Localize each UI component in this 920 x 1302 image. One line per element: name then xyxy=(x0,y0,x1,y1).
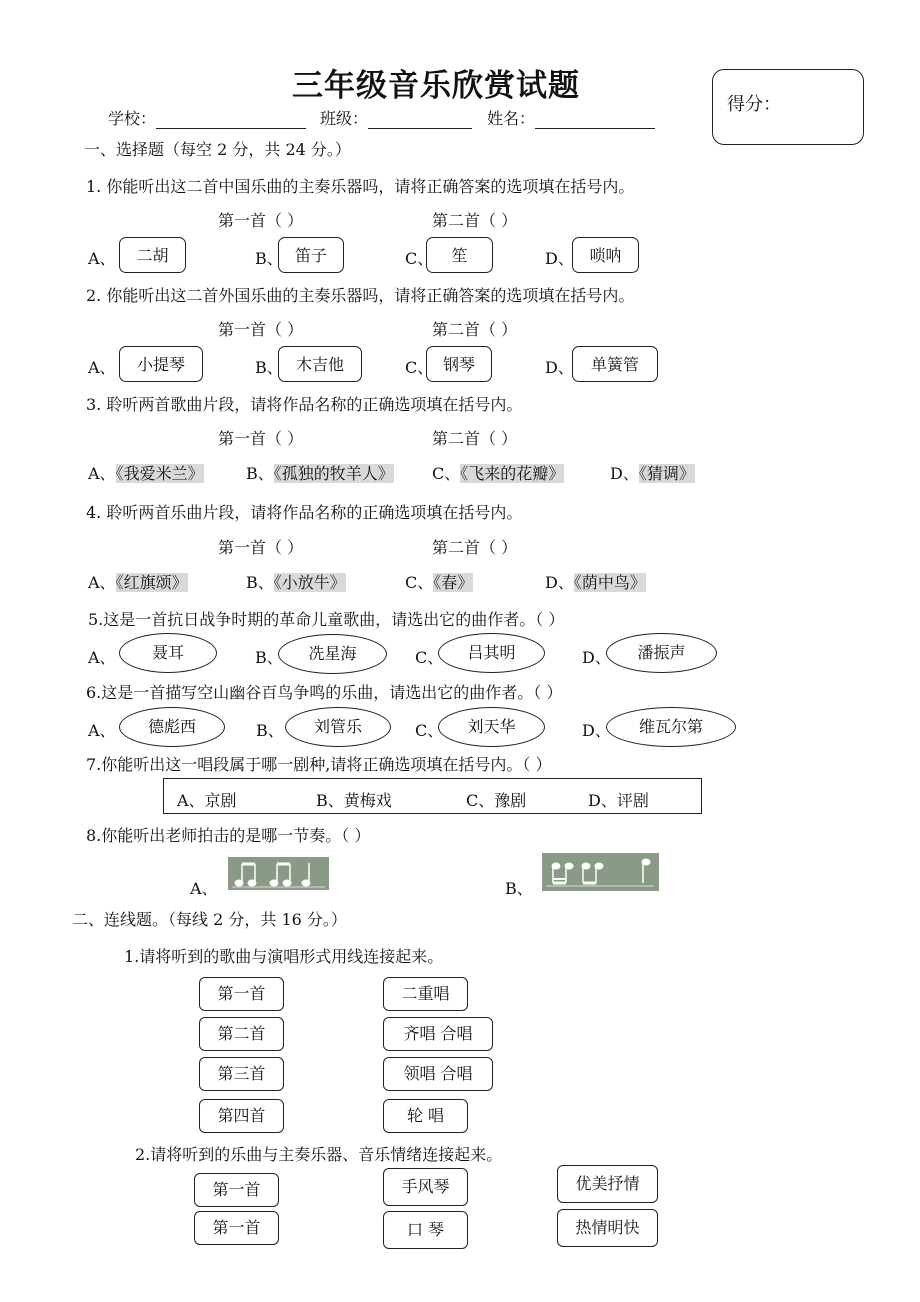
q4-text: 4. 聆听两首乐曲片段，请将作品名称的正确选项填在括号内。 xyxy=(86,503,523,522)
q3-first[interactable]: 第一首（ ） xyxy=(218,429,304,448)
q3-option-d[interactable] xyxy=(610,461,695,484)
q3-option-b-label: 《孤独的牧羊人》 xyxy=(273,464,394,483)
q4-first[interactable]: 第一首（ ） xyxy=(218,538,304,557)
s2-q1-left-2[interactable]: 第二首 xyxy=(199,1017,284,1051)
q5-letter-a: A、 xyxy=(88,648,116,667)
q6-option-b[interactable]: 刘管乐 xyxy=(285,707,391,747)
q5-option-a[interactable]: 聂耳 xyxy=(119,633,217,673)
score-label: 得分： xyxy=(727,94,781,115)
q6-letter-b: B、 xyxy=(256,721,284,740)
q4-option-c[interactable] xyxy=(405,570,473,593)
q5-letter-b: B、 xyxy=(255,648,283,667)
class-label: 班级： xyxy=(320,109,369,128)
q1-second[interactable]: 第二首（ ） xyxy=(432,211,518,230)
class-blank[interactable] xyxy=(368,110,472,129)
s2-q1-left-4[interactable]: 第四首 xyxy=(199,1099,284,1133)
rhythm-a-image[interactable] xyxy=(228,857,329,890)
q5-option-b[interactable]: 冼星海 xyxy=(278,634,387,674)
q2-letter-b: B、 xyxy=(255,358,283,377)
section1-heading: 一、选择题（每空 2 分，共 24 分。） xyxy=(84,140,351,159)
q7-options-box xyxy=(163,778,702,814)
school-label: 学校： xyxy=(108,109,157,128)
q4-option-d-label: 《荫中鸟》 xyxy=(573,573,646,592)
q1-letter-c: C、 xyxy=(405,249,434,268)
q3-letter-b: B、 xyxy=(246,464,274,483)
q3-option-a-label: 《我爱米兰》 xyxy=(115,464,204,483)
q2-second[interactable]: 第二首（ ） xyxy=(432,320,518,339)
rhythm-b-notation xyxy=(542,853,659,891)
class-field[interactable] xyxy=(320,106,472,129)
q5-option-c[interactable]: 吕其明 xyxy=(438,633,545,673)
q6-letter-a: A、 xyxy=(88,721,116,740)
s2-q1-right-4[interactable]: 轮 唱 xyxy=(383,1099,468,1133)
q1-first[interactable]: 第一首（ ） xyxy=(218,211,304,230)
section2-heading: 二、连线题。（每线 2 分，共 16 分。） xyxy=(72,910,347,929)
rhythm-b-image[interactable] xyxy=(542,853,659,891)
s2-q2-text: 2.请将听到的乐曲与主奏乐器、音乐情绪连接起来。 xyxy=(135,1145,503,1164)
q6-text: 6.这是一首描写空山幽谷百鸟争鸣的乐曲，请选出它的曲作者。（ ） xyxy=(86,683,563,702)
q4-option-c-label: 《春》 xyxy=(433,573,474,592)
name-label: 姓名： xyxy=(487,109,536,128)
q4-option-b-label: 《小放牛》 xyxy=(273,573,346,592)
q5-letter-d: D、 xyxy=(582,648,611,667)
s2-q2-middle-2[interactable]: 口 琴 xyxy=(383,1211,468,1249)
q4-letter-a: A、 xyxy=(88,573,116,592)
q7-option-b[interactable]: B、黄梅戏 xyxy=(316,791,392,810)
q4-option-b[interactable] xyxy=(246,570,346,593)
q6-option-a[interactable]: 德彪西 xyxy=(119,707,225,747)
q1-letter-b: B、 xyxy=(255,249,283,268)
q2-first[interactable]: 第一首（ ） xyxy=(218,320,304,339)
s2-q1-right-3[interactable]: 领唱 合唱 xyxy=(383,1057,493,1091)
s2-q2-right-2[interactable]: 热情明快 xyxy=(557,1209,658,1247)
q5-option-d[interactable]: 潘振声 xyxy=(606,633,717,673)
q3-option-c[interactable] xyxy=(432,461,564,484)
q1-option-c[interactable]: 笙 xyxy=(426,237,493,273)
q4-letter-d: D、 xyxy=(545,573,574,592)
q1-option-b[interactable]: 笛子 xyxy=(278,237,344,273)
q2-text: 2. 你能听出这二首外国乐曲的主奏乐器吗，请将正确答案的选项填在括号内。 xyxy=(86,286,635,305)
s2-q1-left-1[interactable]: 第一首 xyxy=(199,977,284,1011)
q4-letter-b: B、 xyxy=(246,573,274,592)
q3-option-b[interactable] xyxy=(246,461,394,484)
q3-letter-d: D、 xyxy=(610,464,639,483)
s2-q1-left-3[interactable]: 第三首 xyxy=(199,1057,284,1091)
s2-q2-right-1[interactable]: 优美抒情 xyxy=(557,1165,658,1203)
rhythm-a-notation xyxy=(228,857,329,890)
q6-option-c[interactable]: 刘天华 xyxy=(438,707,545,747)
q8-letter-b: B、 xyxy=(505,879,533,898)
q1-letter-d: D、 xyxy=(545,249,574,268)
q6-option-d[interactable]: 维瓦尔第 xyxy=(606,707,736,747)
s2-q1-text: 1.请将听到的歌曲与演唱形式用线连接起来。 xyxy=(124,947,444,966)
s2-q2-left-2[interactable]: 第一首 xyxy=(194,1211,279,1245)
s2-q1-right-2[interactable]: 齐唱 合唱 xyxy=(383,1017,493,1051)
q6-letter-c: C、 xyxy=(415,721,444,740)
q7-option-d[interactable]: D、评剧 xyxy=(588,791,649,810)
q4-option-a-label: 《红旗颂》 xyxy=(115,573,188,592)
page-title: 三年级音乐欣赏试题 xyxy=(292,68,580,104)
q3-letter-a: A、 xyxy=(88,464,116,483)
q1-letter-a: A、 xyxy=(88,249,116,268)
q2-letter-a: A、 xyxy=(88,358,116,377)
s2-q2-middle-1[interactable]: 手风琴 xyxy=(383,1168,468,1206)
q4-letter-c: C、 xyxy=(405,573,434,592)
name-field[interactable] xyxy=(487,106,655,129)
q4-option-d[interactable] xyxy=(545,570,646,593)
q3-second[interactable]: 第二首（ ） xyxy=(432,429,518,448)
q2-option-a[interactable]: 小提琴 xyxy=(119,346,203,382)
q8-letter-a: A、 xyxy=(190,879,218,898)
q2-letter-d: D、 xyxy=(545,358,574,377)
q6-letter-d: D、 xyxy=(582,721,611,740)
q5-letter-c: C、 xyxy=(415,648,444,667)
q3-option-a[interactable] xyxy=(88,461,204,484)
q7-option-c[interactable]: C、豫剧 xyxy=(466,791,527,810)
s2-q1-right-1[interactable]: 二重唱 xyxy=(383,977,468,1011)
q1-option-a[interactable]: 二胡 xyxy=(119,237,186,273)
q2-option-c[interactable]: 钢琴 xyxy=(426,346,492,382)
q3-letter-c: C、 xyxy=(432,464,461,483)
name-blank[interactable] xyxy=(535,110,655,129)
q7-text: 7.你能听出这一唱段属于哪一剧种,请将正确选项填在括号内。（ ） xyxy=(86,755,552,774)
q2-letter-c: C、 xyxy=(405,358,434,377)
school-field[interactable] xyxy=(108,106,306,129)
q1-text: 1. 你能听出这二首中国乐曲的主奏乐器吗，请将正确答案的选项填在括号内。 xyxy=(86,177,635,196)
q5-text: 5.这是一首抗日战争时期的革命儿童歌曲，请选出它的曲作者。（ ） xyxy=(88,610,565,629)
q4-option-a[interactable] xyxy=(88,570,188,593)
q3-option-d-label: 《猜调》 xyxy=(638,464,695,483)
q2-option-b[interactable]: 木吉他 xyxy=(278,346,362,382)
score-box[interactable] xyxy=(712,69,864,145)
q3-text: 3. 聆听两首歌曲片段，请将作品名称的正确选项填在括号内。 xyxy=(86,395,523,414)
q2-option-d[interactable]: 单簧管 xyxy=(572,346,658,382)
q3-option-c-label: 《飞来的花瓣》 xyxy=(460,464,565,483)
q7-option-a[interactable]: A、京剧 xyxy=(177,791,237,810)
q4-second[interactable]: 第二首（ ） xyxy=(432,538,518,557)
q8-text: 8.你能听出老师拍击的是哪一节奏。（ ） xyxy=(86,826,371,845)
q1-option-d[interactable]: 唢呐 xyxy=(572,237,639,273)
school-blank[interactable] xyxy=(156,110,306,129)
s2-q2-left-1[interactable]: 第一首 xyxy=(194,1173,279,1207)
